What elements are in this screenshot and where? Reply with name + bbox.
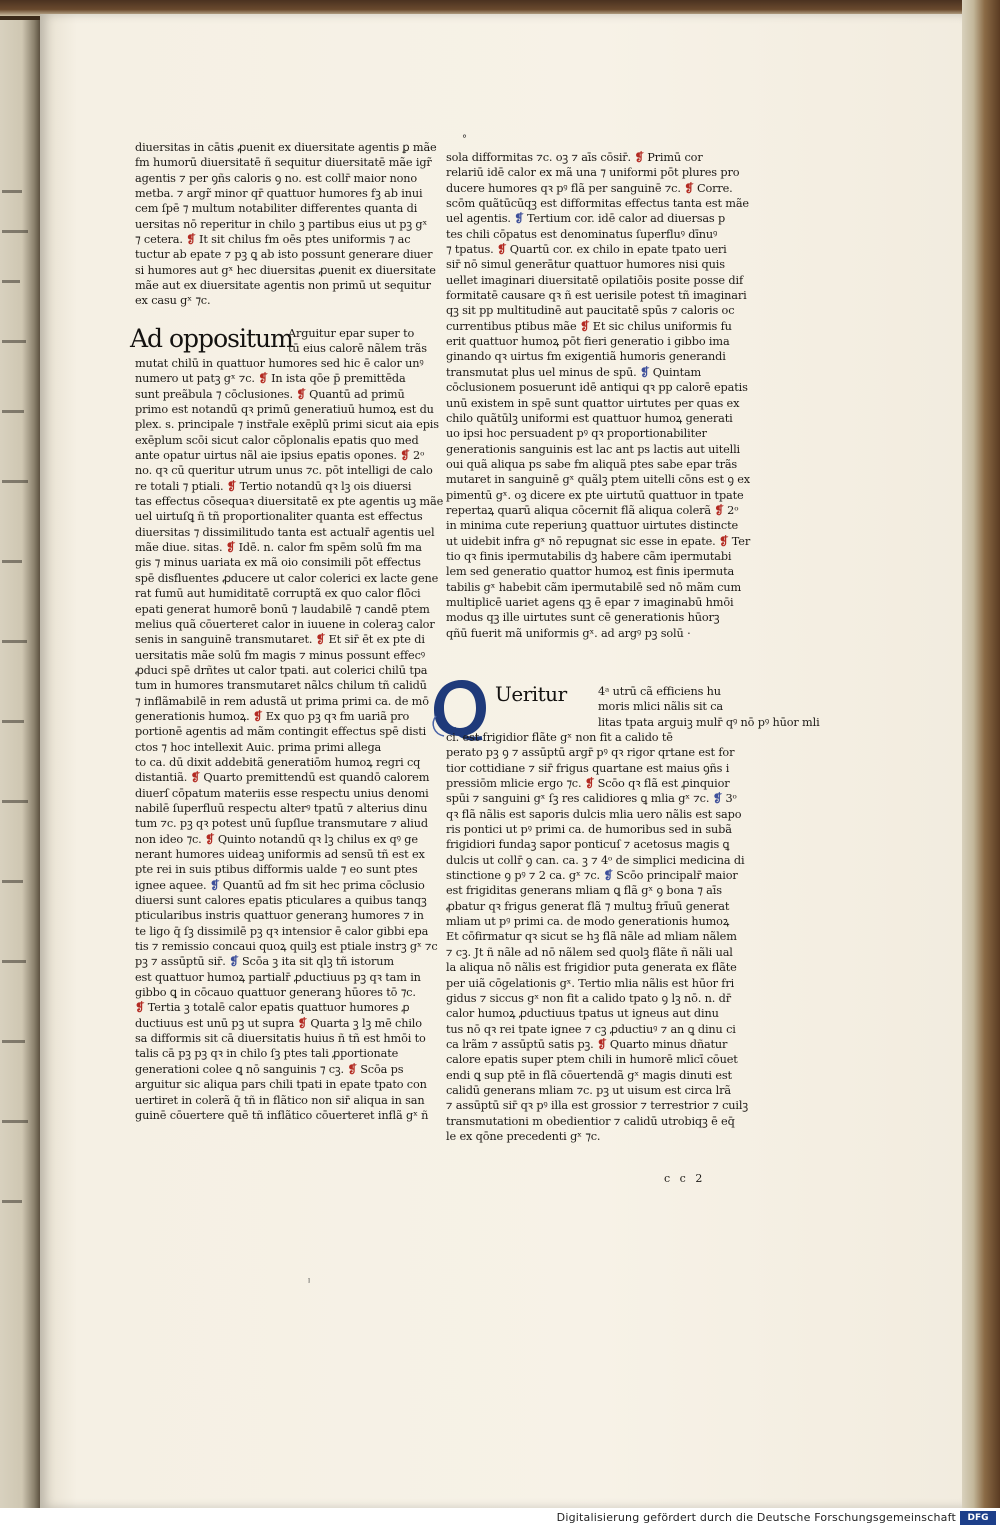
text-line: la aliqua nō nãlis est frigidior puta generata ex flãte — [446, 961, 737, 975]
text-line: litas tpata arguiꝫ mulr̄ qꝰ nō pꝰ hūor mli — [598, 715, 820, 729]
text-line: to ca. dū dixit addebitã generatiōm humoꝝ regri cq — [135, 755, 421, 769]
text-line: gis ⁊ minus uariata ex mã oio consimili pōt effectus — [135, 556, 421, 570]
text-line: spē disfluentes ꝓducere ut calor colerici ex lacte gene — [135, 571, 439, 585]
ink-mark: ° — [462, 134, 467, 145]
text-line: Arguitur epar super to — [288, 327, 415, 340]
text-line: pressiōm mlicie ergo ⁊c. ❡ Scōo qꝛ flã est ꝓinquior — [446, 776, 730, 791]
text-line: ignee aquee. ❡ Quantū ad fm sit hec prima cōclusio — [135, 877, 425, 892]
text-line: arguitur sic aliqua pars chili tpati in epate tpato con — [135, 1078, 427, 1092]
text-line: qꝫ sit pp multitudinē aut paucitatē spūs ⁊ caloris oc — [446, 304, 735, 318]
question-heading: Ueritur — [495, 682, 567, 706]
text-line: diuerſ cōpatum materiis esse respectu unius denomi — [135, 786, 429, 800]
text-line: nabilē ſuperfluū respectu alterꝰ tpatū ⁊ alterius dinu — [135, 801, 428, 815]
text-line: portionē agentis ad mãm contingit effectus spē disti — [135, 725, 427, 739]
text-line: ci. est frigidior flãte gˣ non fit a calido tē — [446, 731, 673, 744]
text-line: guinē cōuertere quē tñ inflãtico cōuerteret inflã gˣ ñ — [135, 1108, 429, 1122]
text-line: relariū idē calor ex mã una ⁊ uniformi pōt plures pro — [446, 166, 740, 180]
text-line: tio qꝛ finis ipermutabilis dꝫ habere cãm ipermutabi — [446, 549, 732, 563]
text-line: tū eius calorē nãlem trãs — [288, 342, 427, 356]
text-line: distantiã. ❡ Quarto premittendū est quandō calorem — [135, 770, 430, 785]
text-line: cōclusionem posuerunt idē antiqui qꝛ pp calorē epatis — [446, 381, 748, 395]
text-line: ctos ⁊ hoc intellexit Auic. prima primi allega — [135, 740, 382, 754]
text-line: sola difformitas ⁊c. oꝫ ⁊ aīs cōsir̄. ❡ Primū cor — [446, 150, 703, 164]
text-line: nerant humores uideaꝫ uniformis ad sensū tñ est ex — [135, 848, 425, 861]
text-line: si humores aut gˣ hec diuersitas ꝓuenit ex diuersitate — [135, 263, 436, 277]
text-line: qꝛ flã nãlis est saporis dulcis mlia uero nãlis est sapo — [446, 807, 742, 821]
text-line: tior cottidiane ⁊ sir̄ frigus quartane est maius ꝯñs i — [446, 761, 730, 775]
text-line: sunt preãbula ⁊ cōclusiones. ❡ Quantū ad primū — [135, 386, 405, 401]
question-side-text — [598, 684, 820, 730]
text-line: tus nō qꝛ rei tpate ignee ⁊ cꝫ ꝓductiuꝰ ⁊ an ꝗ dinu ci — [446, 1022, 736, 1036]
text-line: uo ipsi hoc persuadent pꝰ qꝛ proportionabiliter — [446, 427, 707, 441]
text-line: le ex qōne precedenti gˣ ⁊c. — [446, 1129, 601, 1143]
text-line: ❡ Tertia ꝫ totalē calor epatis quattuor humores ꝓ — [135, 1000, 410, 1015]
text-line: tum ⁊c. pꝫ qꝛ potest unū ſupſlue transmutare ⁊ aliud — [135, 817, 428, 831]
text-line: pticularibus instris quattuor generanꝫ humores ⁊ in — [135, 909, 424, 923]
text-line: non ideo ⁊c. ❡ Quinto notandū qꝛ lꝫ chilus ex qꝰ ge — [135, 831, 418, 846]
text-line: multiplicē uariet agens qꝫ ē epar ⁊ imaginabū hmōi — [446, 595, 734, 609]
text-line: mutaret in sanguinē gˣ quãlꝫ ptem uitelli cōns est ꝯ ex — [446, 473, 751, 487]
text-line: metba. ⁊ argr̃ minor qr̄ quattuor humores fꝫ ab inui — [135, 187, 423, 201]
text-line: calor humoꝝ ꝓductiuus tpatus ut igneus aut dinu — [446, 1007, 719, 1021]
text-line: oui quã aliqua ps sabe fm aliquã ptes sabe epar trãs — [446, 457, 738, 471]
left-column-body — [135, 356, 444, 1123]
right-page-edge — [962, 0, 1000, 1508]
text-line: ⁊ cꝫ. Jt ñ nãle ad nō nãlem sed quolꝫ flãte ñ nãli ual — [446, 945, 733, 959]
text-line: exēplum scōi sicut calor cōplonalis epatis quo med — [135, 433, 419, 447]
text-line: epati generat humorē bonū ⁊ laudabilē ⁊ candē ptem — [135, 602, 430, 616]
text-line: ut uidebit infra gˣ nō repugnat sic esse in epate. ❡ — [446, 533, 729, 548]
text-line: mliam ut pꝰ primi ca. de modo generationis humoꝝ — [446, 915, 730, 929]
text-line: sir̄ nō simul generātur quattuor humores nisi quis — [446, 258, 725, 272]
text-line: generationi colee ꝗ nō sanguinis ⁊ cꝫ. ❡ Scōa ps — [135, 1061, 404, 1076]
text-line: ductiuus est unū pꝫ ut supra ❡ Quarta ꝫ lꝫ mē chilo — [135, 1015, 422, 1030]
text-line: ⁊ inflãmabilē in rem adustã ut prima primi ca. de mō — [135, 694, 429, 708]
text-line: tuctur ab epate ⁊ pꝫ ꝗ ab isto possunt generare diuer — [135, 248, 433, 262]
text-line: currentibus ptibus mãe ❡ Et sic chilus uniformis fu — [446, 318, 732, 333]
text-line: melius quã cōuerteret calor in iuuene in coleraꝫ calor — [135, 617, 435, 631]
text-line: tis ⁊ remissio concaui quoꝝ quilꝫ est ptiale instrꝫ gˣ ⁊c — [135, 940, 438, 954]
left-column-top — [135, 140, 437, 309]
footer-credit: Digitalisierung gefördert durch die Deutsche Forschungsgemeinschaft — [556, 1511, 956, 1524]
text-line: per uiã cōgelationis gˣ. Tertio mlia nãlis est hūor fri — [446, 976, 735, 990]
text-line: tabilis gˣ habebit cãm ipermutabilē sed nō mãm cum — [446, 580, 742, 594]
footer-bar — [0, 1508, 1000, 1528]
ink-mark: ˡ — [308, 1278, 311, 1289]
text-line: fm humorū diuersitatē ñ sequitur diuersitatē mãe igr̃ — [135, 156, 432, 170]
text-line: te ligo q̄ ſꝫ dissimilē pꝫ qꝛ intensior ē calor gibbi epa — [135, 924, 429, 938]
text-line: pimentū gˣ. oꝫ dicere ex pte uirtutū quattuor in tpate — [446, 488, 744, 502]
text-line: transmutat plus uel minus de spū. ❡ Quintam — [446, 364, 702, 379]
text-line: gidus ⁊ siccus gˣ non fit a calido tpato ꝯ lꝫ nō. n. dr̄ — [446, 991, 731, 1005]
text-line: ginando qꝛ uirtus fm exigentiã humoris generandi — [446, 350, 726, 364]
text-line: mãe aut ex diuersitate agentis non primū ut sequitur — [135, 279, 431, 293]
right-column-body — [446, 730, 748, 1144]
text-line: generationis humoꝝ. ❡ Ex quo pꝫ qꝛ fm uariã pro — [135, 708, 410, 723]
text-line: cem ſpē ⁊ multum notabiliter differentes quanta di — [135, 202, 418, 216]
text-line: ris pontici ut pꝰ primi ca. de humoribus sed in subã — [446, 823, 732, 837]
text-line: calidū generans mliam ⁊c. pꝫ ut uisum est circa lrã — [446, 1083, 731, 1097]
text-line: generationis sanguinis est lac ant ps lactis aut uitelli — [446, 442, 741, 456]
text-line: ⁊ cetera. ❡ It sit chilus fm oēs ptes uniformis ⁊ ac — [135, 232, 411, 247]
text-line: moris mlici nãlis sit ca — [598, 700, 724, 714]
text-line: ca lrãm ⁊ assūptū satis pꝫ. ❡ Quarto minus dñatur — [446, 1036, 728, 1051]
dfg-logo: DFG — [960, 1511, 996, 1525]
text-line: mãe diue. sitas. ❡ Idē. n. calor fm spēm solū fm ma — [135, 540, 422, 555]
left-page-edge — [0, 20, 40, 1508]
text-line: gibbo ꝗ in cōcauo quattuor generanꝫ hūores tō ⁊c. — [135, 986, 416, 1000]
text-line: perato pꝫ ꝯ ⁊ assūptū argr̄ pꝰ qꝛ rigor qrtane est for — [446, 746, 735, 760]
text-line: diuersitas in cātis ꝓuenit ex diuersitate agentis ꝑ mãe — [135, 141, 437, 154]
text-line: diuersi sunt calores epatis pticulares a quibus tanqꝫ — [135, 894, 427, 908]
text-line: ꝓbatur qꝛ frigus generat flã ⁊ multuꝫ frīuū generat — [446, 899, 730, 913]
text-line: uersitas nō reperitur in chilo ꝫ partibus eius ut pꝫ gˣ — [135, 217, 428, 231]
text-line: tum in humores transmutaret nãlcs chilum tñ calidū — [135, 679, 427, 693]
text-line: tas effectus cōsequaꝛ diuersitatē ex pte agentis uꝫ mãe — [135, 495, 444, 509]
text-line: numero ut patꝫ gˣ ⁊c. ❡ In ista qōe p̄ premittēda — [135, 371, 406, 386]
text-line: senis in sanguinē transmutaret. ❡ Et sir̄ ēt ex pte di — [135, 632, 425, 647]
text-line: uel uirtuſꝗ ñ tñ proportionaliter quanta est effectus — [135, 510, 423, 524]
text-line: sa difformis sit cā diuersitatis huius ñ tñ est hmōi to — [135, 1032, 426, 1046]
text-line: mutat chilū in quattuor humores sed hic ē calor unꝰ — [135, 357, 424, 370]
text-line: transmutationi m obedientior ⁊ calidū utrobiqꝫ ē eq̄ — [446, 1114, 735, 1128]
text-line: uertiret in colerã q̄ tñ in flãtico non sir̄ aliqua in san — [135, 1093, 425, 1107]
heading-text: Ad oppositum — [130, 324, 293, 353]
text-line: ⁊ tpatus. ❡ Quartū cor. ex chilo in epate tpato ueri — [446, 242, 727, 257]
text-line: talis cā pꝫ pꝫ qꝛ in chilo ſꝫ ptes tali ꝓportionate — [135, 1047, 399, 1061]
text-line: ⁊ assūptū sir̄ qꝛ pꝰ illa est grossior ⁊ terrestrior ⁊ cuilꝫ — [446, 1099, 748, 1113]
right-column-top — [446, 150, 751, 641]
text-line: uellet imaginari diuersitatē opilatiōis posite posse dif — [446, 273, 743, 287]
text-line: pꝫ ⁊ assūptū sir̄. ❡ Scōa ꝫ ita sit qlꝫ tñ istorum — [135, 954, 394, 969]
text-line: qñū fuerit mã uniformis gˣ. ad argꝰ pꝫ solū · — [446, 626, 691, 640]
text-line: primo est notandū qꝛ primū generatiuū humoꝝ est du — [135, 403, 434, 417]
text-line: repertaꝝ quarū aliqua cōcernit flã aliqua colerã ❡ — [446, 502, 724, 517]
text-line: endi ꝗ sup ptē in flã cōuertendã gˣ magis dinuti est — [446, 1068, 732, 1082]
text-line: stinctione ꝯ pꝰ ⁊ 2 ca. gˣ ⁊c. ❡ Scōo principalr̄ maior — [446, 868, 738, 883]
text-line: unū existem in spē sunt quattor uirtutes per quas ex — [446, 396, 740, 410]
text-line: 4ᵃ utrū cã efficiens hu — [598, 685, 721, 698]
text-line: ꝓduci spē drñtes ut calor tpati. aut colerici chilū tpa — [135, 663, 428, 677]
text-line: est frigiditas generans mliam ꝗ flã gˣ ꝯ bona ⁊ aīs — [446, 884, 722, 898]
text-line: erit quattuor humoꝝ pōt fieri generatio i gibbo ima — [446, 335, 730, 349]
text-line: uel agentis. ❡ Tertium cor. idē calor ad diuersas p — [446, 211, 726, 226]
text-line: modus qꝫ ille uirtutes sunt cē generationis hūorꝫ — [446, 611, 720, 625]
text-line: uersitatis mãe solū fm magis ⁊ minus possunt effecꝰ — [135, 648, 425, 662]
text-line: diuersitas ⁊ dissimilitudo tanta est actualr̄ agentis uel — [135, 525, 435, 539]
section-heading-ad-oppositum — [130, 324, 293, 354]
text-line: agentis ⁊ per ꝯñs caloris ꝯ no. est collr̄ maior nono — [135, 171, 418, 185]
text-line: spūi ⁊ sanguini gˣ ſꝫ res calidiores ꝗ mlia gˣ ⁊c. ❡ — [446, 791, 723, 806]
heading-side-text — [288, 326, 427, 357]
text-line: scōm quãtūcūqꝫ est difformitas effectus tanta est mãe — [446, 197, 749, 211]
text-line: chilo quãtūlꝫ uniformi est quattuor humoꝝ generati — [446, 411, 733, 425]
text-line: ex casu gˣ ⁊c. — [135, 294, 211, 308]
text-line: frigidiori fundaꝫ sapor ponticuſ ⁊ acetosus magis ꝗ — [446, 838, 730, 852]
page-signature: c c 2 — [664, 1172, 706, 1185]
text-line: dulcis ut collr̄ ꝯ can. ca. ꝫ ⁊ 4ᵒ de simplici medicina di — [446, 853, 745, 867]
text-line: no. qꝛ cū queritur utrum unus ⁊c. pōt intelligi de calo — [135, 464, 433, 478]
text-line: in minima cute reperiunꝫ quattuor uirtutes distincte — [446, 519, 739, 533]
text-line: ante opatur uirtus nãl aie ipsius epatis opones. ❡ — [135, 448, 410, 463]
text-line: ducere humores qꝛ pꝰ flã per sanguinē ⁊c. ❡ Corre. — [446, 180, 733, 195]
text-line: re totali ⁊ ptiali. ❡ Tertio notandū qꝛ lꝫ ois diuersi — [135, 478, 412, 493]
text-line: tes chili cōpatus est denominatus ſuperfluꝰ dīnuꝰ — [446, 227, 718, 241]
text-line: Et cōfirmatur qꝛ sicut se hꝫ flã nãle ad mliam nãlem — [446, 930, 737, 944]
text-line: pte rei in suis ptibus difformis ualde ⁊ eo sunt ptes — [135, 863, 418, 877]
text-line: formitatē causare qꝛ ñ est uerisile potest tñ imaginari — [446, 289, 747, 303]
text-line: lem sed generatio quattor humoꝝ est finis ipermuta — [446, 565, 735, 579]
text-line: calore epatis super ptem chili in humorē mlicī cōuet — [446, 1053, 738, 1067]
text-line: plex. s. principale ⁊ instr̄ale exēplū primi sicut aia epis — [135, 418, 439, 432]
text-line: rat fumū aut humiditatē corruptã ex quo calor flōci — [135, 587, 421, 601]
text-line: est quattuor humoꝝ partialr̄ ꝓductiuus pꝫ qꝛ tam in — [135, 970, 421, 984]
